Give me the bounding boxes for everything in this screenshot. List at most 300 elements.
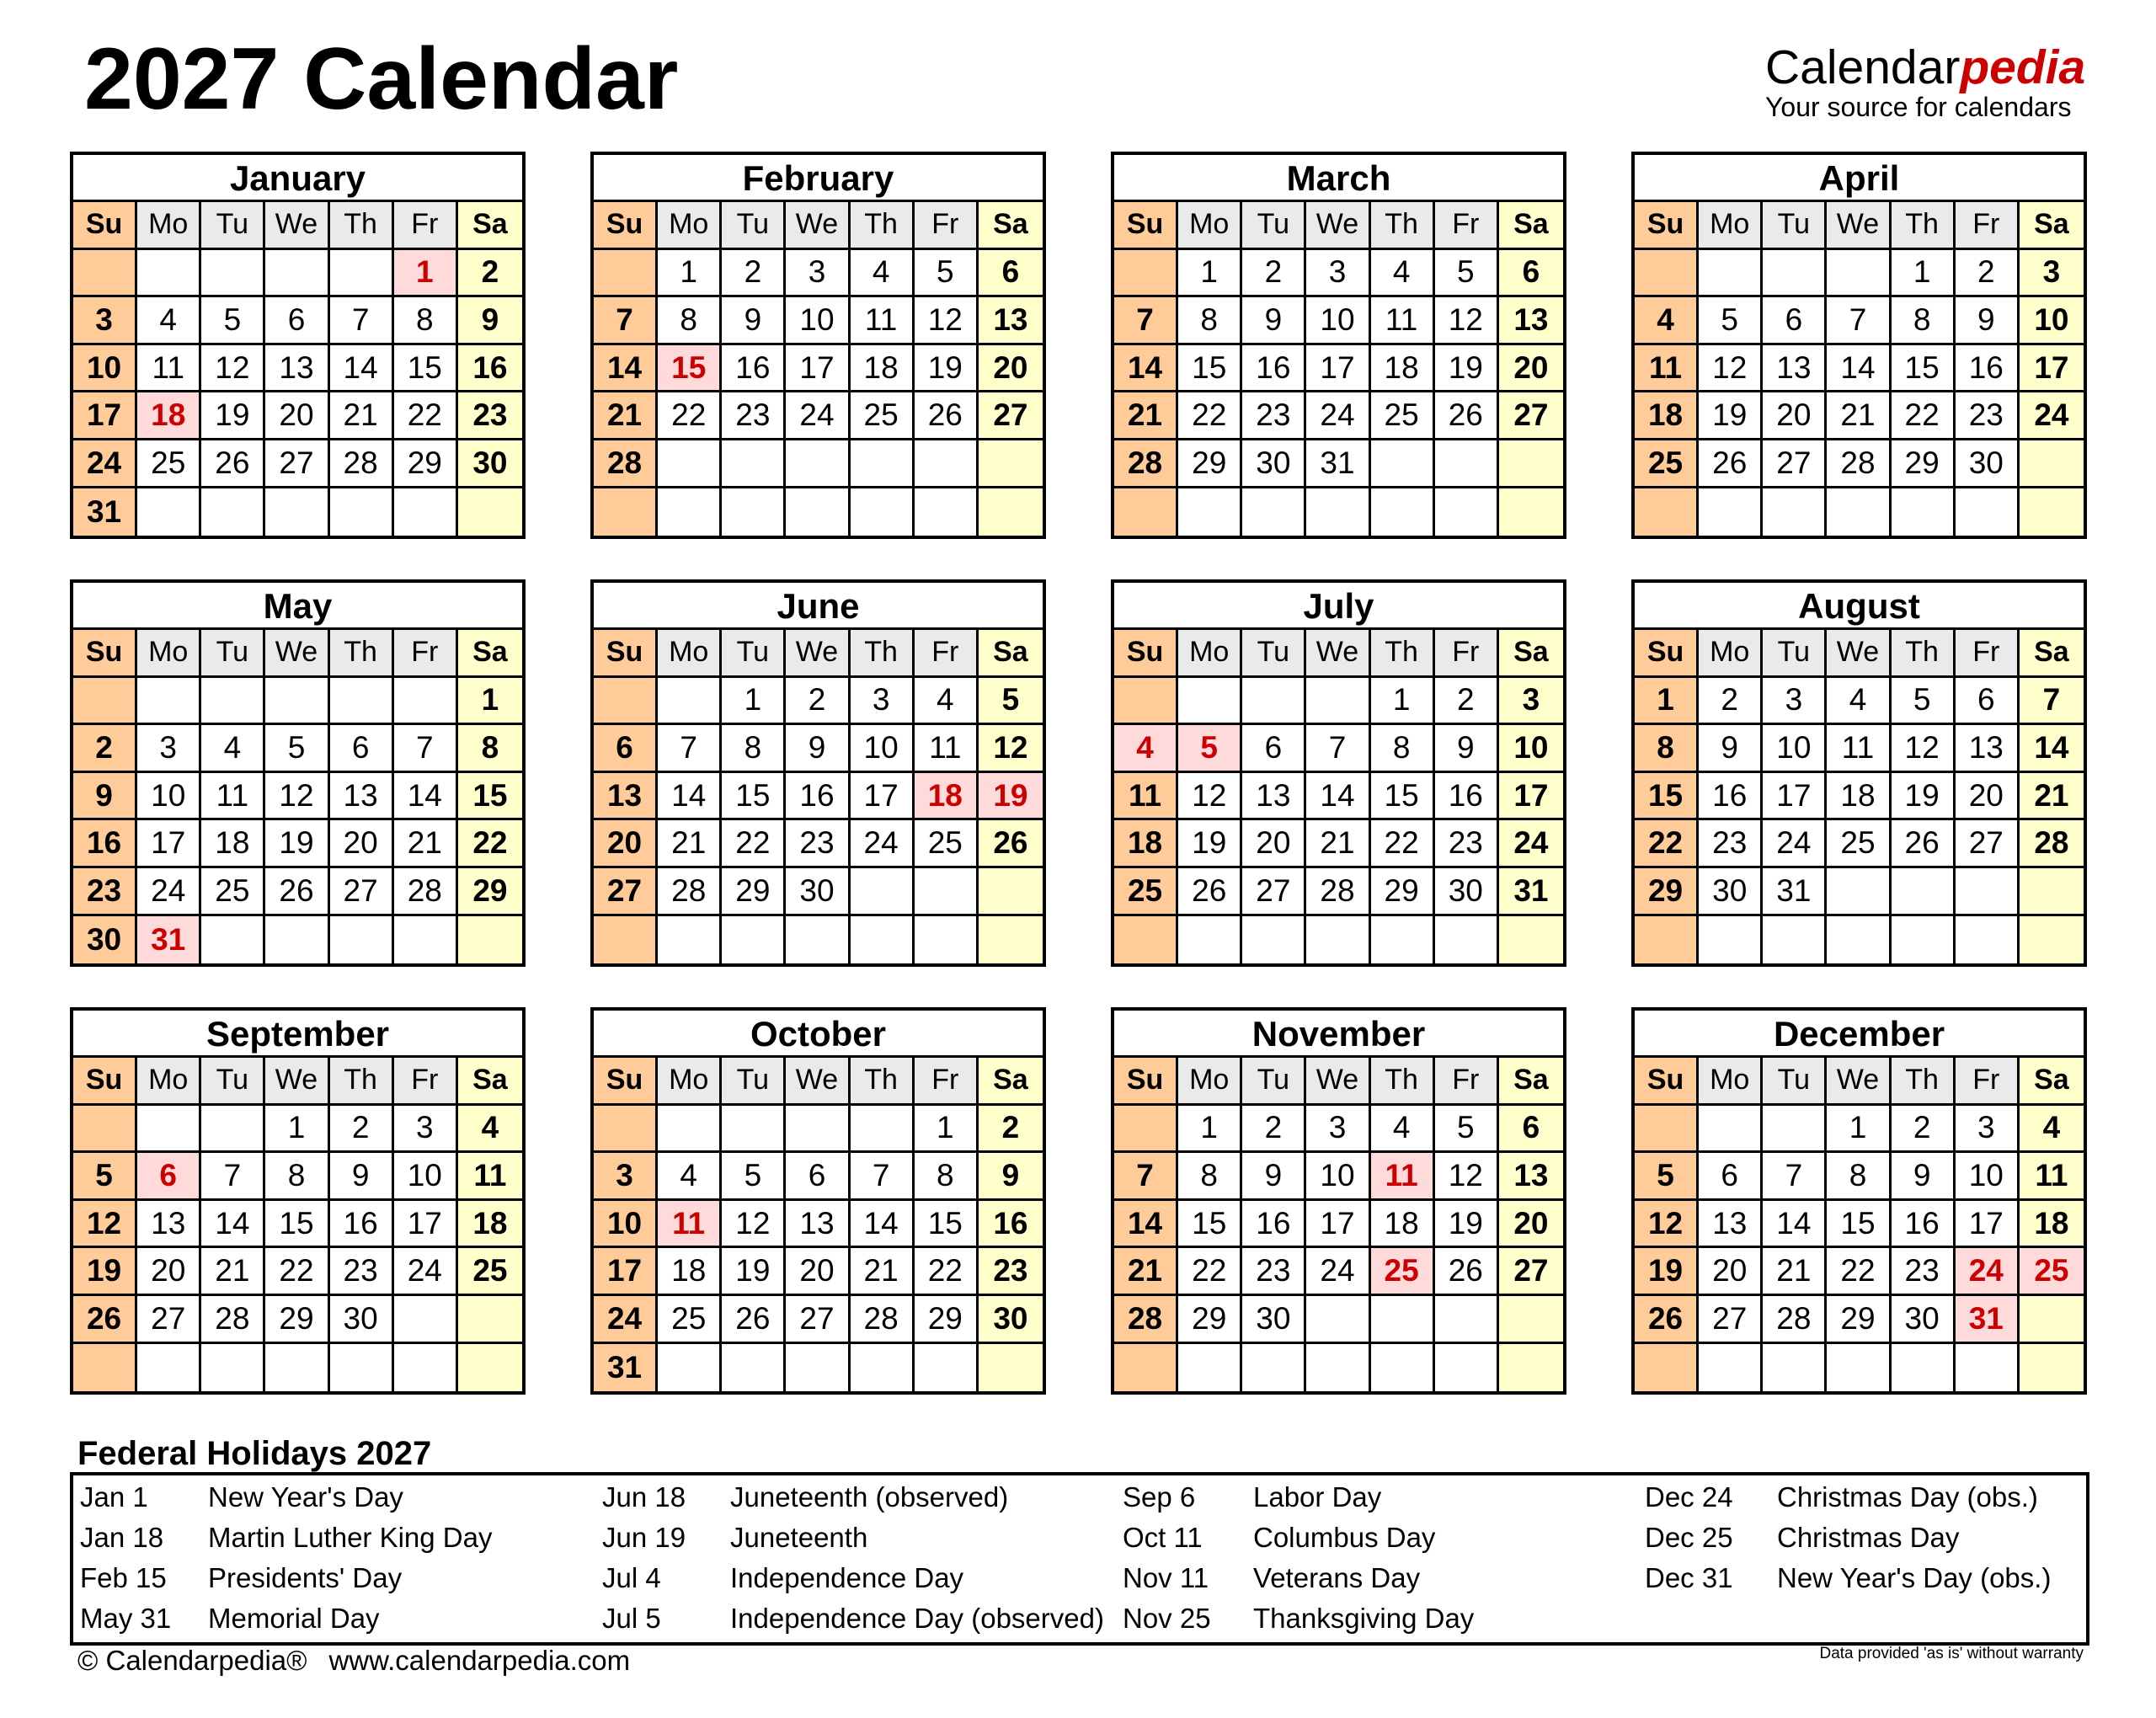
date-cell: 29 — [1371, 868, 1435, 916]
empty-date-cell — [458, 1344, 522, 1392]
weekday-header: Th — [1892, 202, 1956, 250]
date-cell: 5 — [73, 1153, 137, 1201]
date-cell: 18 — [1371, 345, 1435, 393]
month-grid — [594, 630, 1043, 963]
date-cell: 26 — [201, 440, 265, 488]
weekday-header: We — [1306, 202, 1370, 250]
month-title: April — [1635, 155, 2084, 202]
empty-date-cell — [73, 678, 137, 726]
date-cell: 28 — [851, 1296, 915, 1344]
date-cell: 30 — [458, 440, 522, 488]
date-cell: 5 — [979, 678, 1043, 726]
date-cell: 5 — [1435, 1106, 1499, 1154]
date-cell: 29 — [265, 1296, 329, 1344]
empty-date-cell — [979, 868, 1043, 916]
empty-date-cell — [137, 678, 201, 726]
date-cell: 13 — [1699, 1201, 1763, 1249]
empty-date-cell — [1499, 1344, 1563, 1392]
month-january — [70, 152, 526, 539]
holiday-date: Dec 31 — [1645, 1562, 1733, 1593]
date-cell: 9 — [1242, 1153, 1306, 1201]
empty-date-cell — [915, 488, 979, 536]
month-title: January — [73, 155, 522, 202]
date-cell: 7 — [1114, 1153, 1178, 1201]
date-cell: 10 — [786, 297, 850, 345]
date-cell: 14 — [330, 345, 394, 393]
date-cell: 21 — [1114, 392, 1178, 440]
date-cell: 27 — [1499, 392, 1563, 440]
disclaimer-text: Data provided 'as is' without warranty — [1819, 1645, 2084, 1662]
date-cell: 15 — [722, 773, 786, 821]
weekday-header: Fr — [1956, 202, 2020, 250]
weekday-header: Su — [1635, 202, 1699, 250]
holiday-date-cell: 6 — [137, 1153, 201, 1201]
date-cell: 2 — [1699, 678, 1763, 726]
empty-date-cell — [594, 678, 658, 726]
empty-date-cell — [1114, 678, 1178, 726]
empty-date-cell — [1763, 488, 1827, 536]
month-title: March — [1114, 155, 1563, 202]
holiday-date-cell: 15 — [658, 345, 722, 393]
date-cell: 30 — [1242, 1296, 1306, 1344]
weekday-header: Tu — [722, 630, 786, 678]
empty-date-cell — [594, 250, 658, 298]
weekday-header: Su — [1635, 1058, 1699, 1106]
calendarpedia-logo[interactable] — [1765, 40, 2102, 122]
date-cell: 31 — [594, 1344, 658, 1392]
date-cell: 20 — [786, 1248, 850, 1296]
empty-date-cell — [851, 1344, 915, 1392]
empty-date-cell — [786, 1344, 850, 1392]
empty-date-cell — [915, 1344, 979, 1392]
date-cell: 24 — [1306, 392, 1370, 440]
date-cell: 4 — [1635, 297, 1699, 345]
date-cell: 3 — [1306, 250, 1370, 298]
weekday-header: Sa — [1499, 1058, 1563, 1106]
date-cell: 23 — [330, 1248, 394, 1296]
empty-date-cell — [1306, 1344, 1370, 1392]
date-cell: 1 — [915, 1106, 979, 1154]
date-cell: 5 — [1435, 250, 1499, 298]
date-cell: 8 — [1827, 1153, 1891, 1201]
date-cell: 27 — [137, 1296, 201, 1344]
date-cell: 16 — [330, 1201, 394, 1249]
logo-accent-text: pedia — [1960, 40, 2086, 94]
holiday-date: Jul 4 — [602, 1562, 661, 1593]
holiday-name: New Year's Day (obs.) — [1777, 1562, 2052, 1593]
date-cell: 6 — [330, 725, 394, 773]
date-cell: 5 — [1635, 1153, 1699, 1201]
date-cell: 9 — [1242, 297, 1306, 345]
date-cell: 23 — [73, 868, 137, 916]
date-cell: 2 — [722, 250, 786, 298]
empty-date-cell — [1435, 440, 1499, 488]
date-cell: 16 — [1699, 773, 1763, 821]
month-title: November — [1114, 1011, 1563, 1058]
date-cell: 27 — [1956, 820, 2020, 868]
empty-date-cell — [1699, 488, 1763, 536]
date-cell: 24 — [851, 820, 915, 868]
weekday-header: Tu — [1763, 1058, 1827, 1106]
holiday-date-cell: 31 — [137, 916, 201, 964]
date-cell: 22 — [1635, 820, 1699, 868]
empty-date-cell — [2020, 1344, 2084, 1392]
date-cell: 1 — [1178, 1106, 1242, 1154]
date-cell: 11 — [137, 345, 201, 393]
date-cell: 6 — [265, 297, 329, 345]
date-cell: 1 — [722, 678, 786, 726]
weekday-header: Fr — [915, 630, 979, 678]
empty-date-cell — [265, 916, 329, 964]
date-cell: 26 — [1178, 868, 1242, 916]
date-cell: 26 — [73, 1296, 137, 1344]
date-cell: 14 — [1763, 1201, 1827, 1249]
date-cell: 6 — [594, 725, 658, 773]
holiday-date-cell: 19 — [979, 773, 1043, 821]
empty-date-cell — [915, 868, 979, 916]
weekday-header: Su — [594, 202, 658, 250]
empty-date-cell — [1635, 916, 1699, 964]
date-cell: 15 — [265, 1201, 329, 1249]
date-cell: 7 — [1114, 297, 1178, 345]
month-april — [1631, 152, 2087, 539]
date-cell: 18 — [458, 1201, 522, 1249]
date-cell: 7 — [594, 297, 658, 345]
date-cell: 11 — [1827, 725, 1891, 773]
empty-date-cell — [1435, 1296, 1499, 1344]
date-cell: 22 — [394, 392, 458, 440]
date-cell: 17 — [1499, 773, 1563, 821]
weekday-header: Th — [330, 630, 394, 678]
date-cell: 28 — [201, 1296, 265, 1344]
empty-date-cell — [1956, 868, 2020, 916]
date-cell: 7 — [2020, 678, 2084, 726]
date-cell: 29 — [722, 868, 786, 916]
date-cell: 30 — [1435, 868, 1499, 916]
weekday-header: Mo — [1178, 630, 1242, 678]
date-cell: 15 — [1371, 773, 1435, 821]
empty-date-cell — [722, 1344, 786, 1392]
empty-date-cell — [201, 250, 265, 298]
date-cell: 8 — [394, 297, 458, 345]
date-cell: 13 — [1499, 1153, 1563, 1201]
date-cell: 1 — [1371, 678, 1435, 726]
date-cell: 6 — [1499, 250, 1563, 298]
date-cell: 8 — [265, 1153, 329, 1201]
weekday-header: Mo — [658, 630, 722, 678]
weekday-header: Sa — [979, 630, 1043, 678]
date-cell: 7 — [201, 1153, 265, 1201]
date-cell: 10 — [1956, 1153, 2020, 1201]
month-november — [1111, 1007, 1566, 1395]
empty-date-cell — [330, 1344, 394, 1392]
date-cell: 31 — [1306, 440, 1370, 488]
month-grid — [73, 1058, 522, 1391]
date-cell: 11 — [2020, 1153, 2084, 1201]
date-cell: 11 — [851, 297, 915, 345]
date-cell: 18 — [1114, 820, 1178, 868]
empty-date-cell — [201, 1344, 265, 1392]
date-cell: 2 — [1242, 250, 1306, 298]
date-cell: 4 — [1827, 678, 1891, 726]
date-cell: 22 — [915, 1248, 979, 1296]
date-cell: 24 — [1499, 820, 1563, 868]
date-cell: 13 — [1242, 773, 1306, 821]
date-cell: 22 — [658, 392, 722, 440]
month-july — [1111, 579, 1566, 967]
date-cell: 18 — [851, 345, 915, 393]
weekday-header: Su — [594, 630, 658, 678]
date-cell: 6 — [786, 1153, 850, 1201]
date-cell: 19 — [1699, 392, 1763, 440]
weekday-header: Mo — [1699, 202, 1763, 250]
date-cell: 30 — [979, 1296, 1043, 1344]
empty-date-cell — [658, 1344, 722, 1392]
weekday-header: Th — [851, 1058, 915, 1106]
empty-date-cell — [201, 678, 265, 726]
empty-date-cell — [979, 488, 1043, 536]
date-cell: 10 — [2020, 297, 2084, 345]
holiday-name: Labor Day — [1253, 1481, 1382, 1513]
date-cell: 18 — [1827, 773, 1891, 821]
holiday-date-cell: 25 — [2020, 1248, 2084, 1296]
empty-date-cell — [394, 678, 458, 726]
weekday-header: We — [265, 202, 329, 250]
date-cell: 20 — [265, 392, 329, 440]
empty-date-cell — [1956, 916, 2020, 964]
date-cell: 17 — [1956, 1201, 2020, 1249]
date-cell: 28 — [1827, 440, 1891, 488]
empty-date-cell — [201, 916, 265, 964]
month-title: February — [594, 155, 1043, 202]
weekday-header: Th — [1892, 1058, 1956, 1106]
date-cell: 14 — [658, 773, 722, 821]
holiday-name: Martin Luther King Day — [208, 1522, 493, 1553]
date-cell: 26 — [1699, 440, 1763, 488]
date-cell: 23 — [979, 1248, 1043, 1296]
empty-date-cell — [1371, 1296, 1435, 1344]
date-cell: 28 — [1306, 868, 1370, 916]
holiday-date-cell: 1 — [394, 250, 458, 298]
holiday-date: Nov 11 — [1123, 1562, 1209, 1593]
holidays-title: Federal Holidays 2027 — [77, 1435, 432, 1472]
date-cell: 19 — [73, 1248, 137, 1296]
empty-date-cell — [915, 916, 979, 964]
empty-date-cell — [1242, 916, 1306, 964]
date-cell: 31 — [73, 488, 137, 536]
empty-date-cell — [1763, 1344, 1827, 1392]
weekday-header: Su — [594, 1058, 658, 1106]
date-cell: 23 — [1892, 1248, 1956, 1296]
weekday-header: We — [265, 1058, 329, 1106]
website-link[interactable]: www.calendarpedia.com — [328, 1645, 631, 1676]
holiday-name: Memorial Day — [208, 1603, 380, 1634]
date-cell: 23 — [1956, 392, 2020, 440]
empty-date-cell — [1956, 488, 2020, 536]
date-cell: 5 — [722, 1153, 786, 1201]
empty-date-cell — [1635, 1106, 1699, 1154]
date-cell: 9 — [979, 1153, 1043, 1201]
empty-date-cell — [1699, 916, 1763, 964]
date-cell: 26 — [1435, 392, 1499, 440]
date-cell: 26 — [722, 1296, 786, 1344]
date-cell: 25 — [458, 1248, 522, 1296]
empty-date-cell — [201, 1106, 265, 1154]
date-cell: 20 — [1242, 820, 1306, 868]
weekday-header: Tu — [722, 1058, 786, 1106]
date-cell: 28 — [394, 868, 458, 916]
weekday-header: Mo — [658, 1058, 722, 1106]
date-cell: 29 — [1178, 440, 1242, 488]
weekday-header: Su — [73, 202, 137, 250]
date-cell: 29 — [1635, 868, 1699, 916]
date-cell: 3 — [1763, 678, 1827, 726]
empty-date-cell — [979, 916, 1043, 964]
holiday-name: Juneteenth — [730, 1522, 868, 1553]
date-cell: 28 — [1763, 1296, 1827, 1344]
date-cell: 12 — [979, 725, 1043, 773]
date-cell: 6 — [979, 250, 1043, 298]
month-may — [70, 579, 526, 967]
empty-date-cell — [1827, 1344, 1891, 1392]
date-cell: 12 — [1699, 345, 1763, 393]
month-grid — [594, 1058, 1043, 1391]
date-cell: 21 — [330, 392, 394, 440]
empty-date-cell — [2020, 868, 2084, 916]
empty-date-cell — [1435, 916, 1499, 964]
date-cell: 30 — [1892, 1296, 1956, 1344]
date-cell: 12 — [1435, 1153, 1499, 1201]
weekday-header: Mo — [137, 630, 201, 678]
weekday-header: Mo — [137, 1058, 201, 1106]
weekday-header: Mo — [1699, 1058, 1763, 1106]
date-cell: 7 — [330, 297, 394, 345]
date-cell: 25 — [137, 440, 201, 488]
date-cell: 16 — [73, 820, 137, 868]
date-cell: 22 — [1827, 1248, 1891, 1296]
empty-date-cell — [1892, 868, 1956, 916]
date-cell: 13 — [137, 1201, 201, 1249]
empty-date-cell — [1892, 916, 1956, 964]
weekday-header: Fr — [915, 202, 979, 250]
date-cell: 2 — [1435, 678, 1499, 726]
date-cell: 3 — [786, 250, 850, 298]
empty-date-cell — [722, 916, 786, 964]
date-cell: 3 — [1306, 1106, 1370, 1154]
holiday-date: Feb 15 — [80, 1562, 167, 1593]
weekday-header: Tu — [1763, 630, 1827, 678]
weekday-header: Th — [330, 1058, 394, 1106]
date-cell: 29 — [1827, 1296, 1891, 1344]
date-cell: 25 — [658, 1296, 722, 1344]
weekday-header: Sa — [1499, 630, 1563, 678]
empty-date-cell — [1371, 488, 1435, 536]
date-cell: 5 — [1699, 297, 1763, 345]
date-cell: 15 — [394, 345, 458, 393]
empty-date-cell — [1699, 1106, 1763, 1154]
holiday-date-cell: 25 — [1371, 1248, 1435, 1296]
weekday-header: We — [786, 202, 850, 250]
weekday-header: Su — [1635, 630, 1699, 678]
date-cell: 16 — [1435, 773, 1499, 821]
weekday-header: Su — [1114, 630, 1178, 678]
date-cell: 24 — [73, 440, 137, 488]
date-cell: 20 — [594, 820, 658, 868]
empty-date-cell — [2020, 440, 2084, 488]
date-cell: 30 — [1956, 440, 2020, 488]
date-cell: 14 — [2020, 725, 2084, 773]
empty-date-cell — [201, 488, 265, 536]
empty-date-cell — [594, 916, 658, 964]
month-title: September — [73, 1011, 522, 1058]
empty-date-cell — [594, 488, 658, 536]
date-cell: 16 — [1242, 1201, 1306, 1249]
date-cell: 1 — [265, 1106, 329, 1154]
empty-date-cell — [1892, 488, 1956, 536]
empty-date-cell — [265, 250, 329, 298]
weekday-header: We — [786, 630, 850, 678]
empty-date-cell — [1371, 440, 1435, 488]
date-cell: 20 — [137, 1248, 201, 1296]
holiday-name: Independence Day (observed) — [730, 1603, 1104, 1634]
weekday-header: Tu — [201, 630, 265, 678]
holiday-date-cell: 31 — [1956, 1296, 2020, 1344]
date-cell: 17 — [137, 820, 201, 868]
date-cell: 7 — [1827, 297, 1891, 345]
date-cell: 3 — [1956, 1106, 2020, 1154]
date-cell: 8 — [1635, 725, 1699, 773]
weekday-header: We — [1306, 630, 1370, 678]
date-cell: 27 — [594, 868, 658, 916]
date-cell: 22 — [1371, 820, 1435, 868]
date-cell: 20 — [1499, 1201, 1563, 1249]
date-cell: 3 — [1499, 678, 1563, 726]
date-cell: 13 — [1763, 345, 1827, 393]
date-cell: 6 — [1763, 297, 1827, 345]
date-cell: 17 — [1306, 1201, 1370, 1249]
date-cell: 1 — [1635, 678, 1699, 726]
date-cell: 4 — [2020, 1106, 2084, 1154]
date-cell: 10 — [137, 773, 201, 821]
date-cell: 30 — [1242, 440, 1306, 488]
date-cell: 15 — [915, 1201, 979, 1249]
empty-date-cell — [394, 1344, 458, 1392]
weekday-header: Sa — [979, 1058, 1043, 1106]
holiday-name: New Year's Day — [208, 1481, 403, 1513]
date-cell: 4 — [658, 1153, 722, 1201]
date-cell: 24 — [394, 1248, 458, 1296]
date-cell: 16 — [1956, 345, 2020, 393]
empty-date-cell — [851, 868, 915, 916]
date-cell: 1 — [458, 678, 522, 726]
empty-date-cell — [1178, 488, 1242, 536]
date-cell: 19 — [265, 820, 329, 868]
date-cell: 4 — [137, 297, 201, 345]
month-grid — [1635, 202, 2084, 536]
date-cell: 19 — [915, 345, 979, 393]
empty-date-cell — [1956, 1344, 2020, 1392]
month-grid — [1635, 1058, 2084, 1391]
empty-date-cell — [1242, 678, 1306, 726]
date-cell: 2 — [979, 1106, 1043, 1154]
empty-date-cell — [658, 488, 722, 536]
date-cell: 5 — [1892, 678, 1956, 726]
empty-date-cell — [73, 250, 137, 298]
empty-date-cell — [1242, 488, 1306, 536]
date-cell: 3 — [394, 1106, 458, 1154]
date-cell: 24 — [2020, 392, 2084, 440]
weekday-header: Th — [851, 630, 915, 678]
